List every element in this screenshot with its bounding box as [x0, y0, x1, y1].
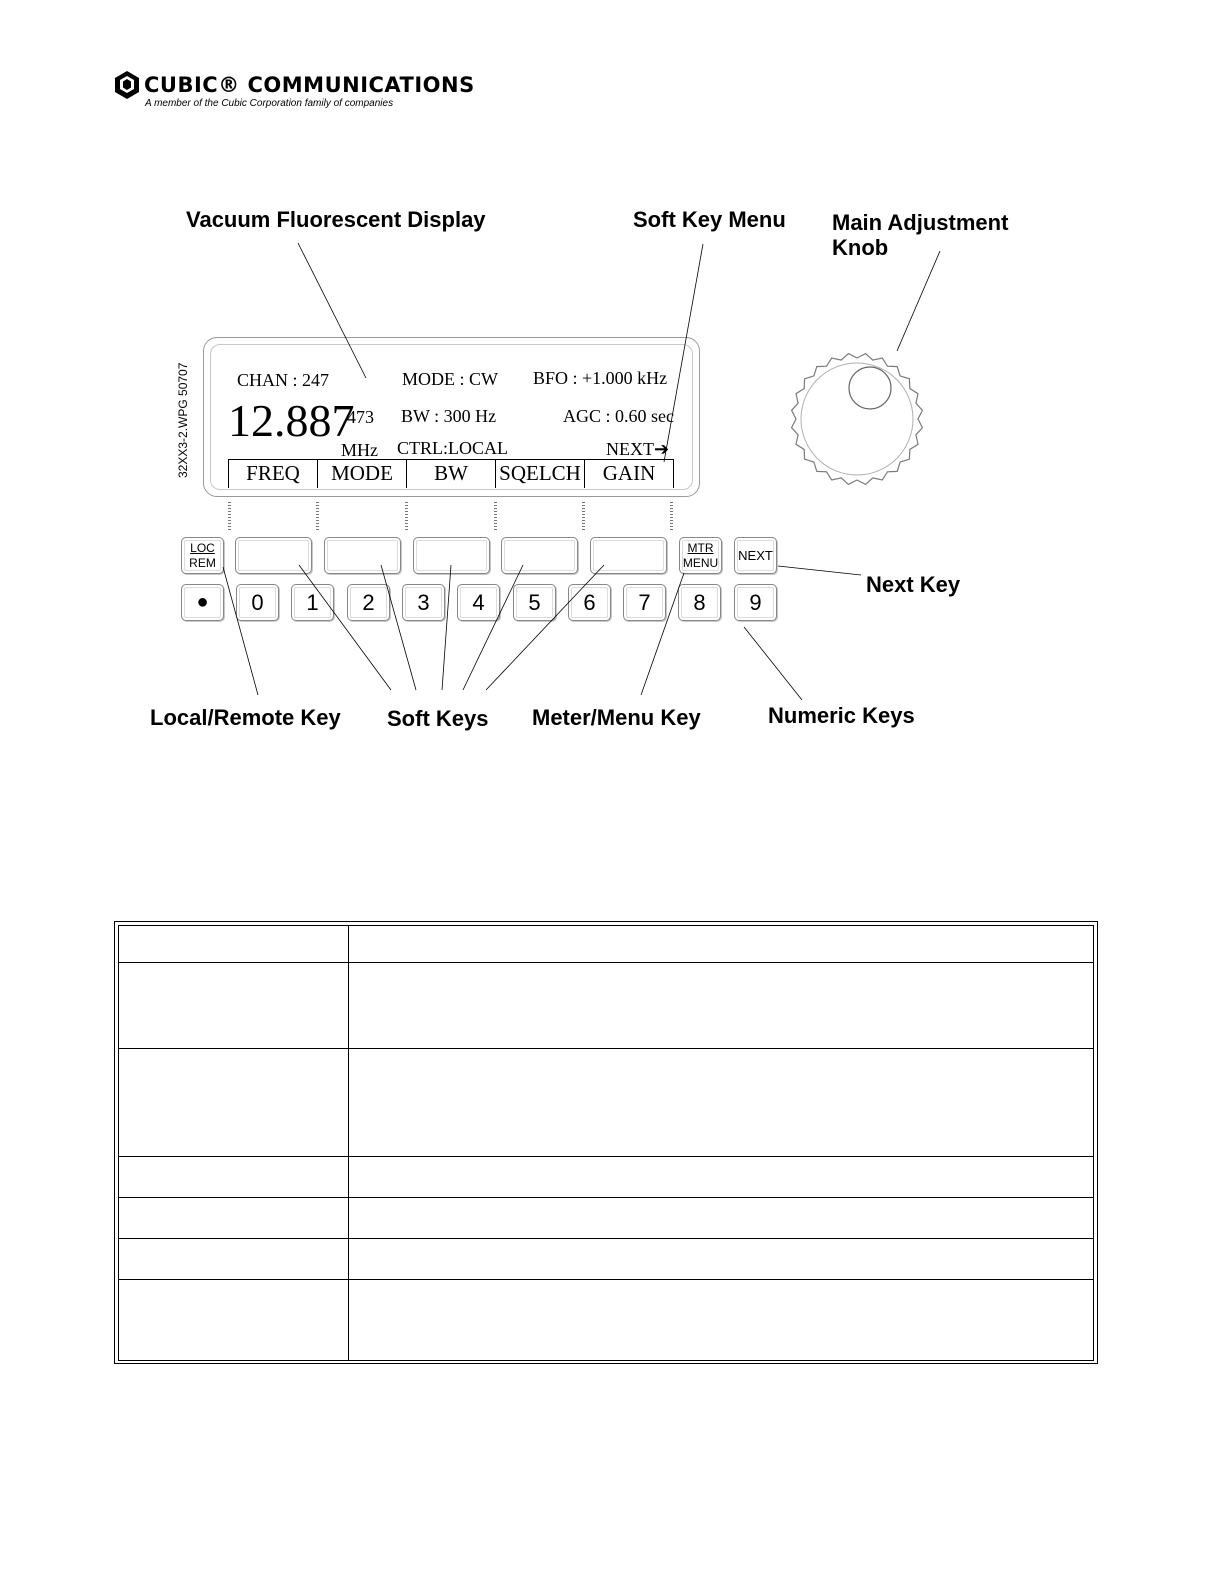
callout-main-knob: Main Adjustment Knob [832, 210, 1009, 260]
numeric-key-8[interactable]: 8 [678, 584, 721, 621]
table-cell [119, 1198, 349, 1239]
table-row [119, 926, 1094, 963]
callout-numeric-keys: Numeric Keys [768, 703, 915, 728]
numeric-key-4[interactable]: 4 [457, 584, 500, 621]
table-cell [349, 1198, 1094, 1239]
local-remote-key[interactable]: LOC REM [181, 537, 224, 574]
display-control: CTRL:LOCAL [397, 438, 508, 458]
numeric-key-2[interactable]: 2 [347, 584, 390, 621]
display-channel: CHAN : 247 [237, 370, 330, 390]
table-cell [349, 1157, 1094, 1198]
display-frequency: 12.887 [228, 395, 355, 446]
soft-menu-freq: FREQ [229, 460, 318, 488]
description-table [118, 925, 1094, 1361]
table-row [119, 963, 1094, 1049]
display-bfo: BFO : +1.000 kHz [533, 368, 668, 388]
table-row [119, 1198, 1094, 1239]
numeric-key-5[interactable]: 5 [513, 584, 556, 621]
table-cell [349, 926, 1094, 963]
display-agc: AGC : 0.60 sec [563, 406, 674, 426]
callout-vfd: Vacuum Fluorescent Display [186, 207, 486, 232]
numeric-key-0[interactable]: 0 [236, 584, 279, 621]
next-key[interactable]: NEXT [734, 537, 777, 574]
display-unit: MHz [341, 440, 378, 460]
company-name: CUBIC® COMMUNICATIONS [144, 73, 475, 97]
display-bandwidth: BW : 300 Hz [401, 406, 497, 426]
soft-menu-gain: GAIN [602, 461, 656, 485]
display-mode: MODE : CW [402, 369, 498, 389]
table-row [119, 1239, 1094, 1280]
table-cell [119, 1280, 349, 1361]
table-cell [119, 926, 349, 963]
company-tagline: A member of the Cubic Corporation family of companies [145, 98, 394, 109]
numeric-key-6[interactable]: 6 [568, 584, 611, 621]
dot-key[interactable]: ● [181, 584, 224, 621]
soft-menu-mode: MODE [318, 460, 407, 488]
table-row [119, 1049, 1094, 1157]
table-cell [349, 1049, 1094, 1157]
figure-code: 32XX3-2.WPG 50707 [176, 362, 190, 478]
soft-menu-bw: BW [407, 460, 496, 488]
table-cell [119, 1157, 349, 1198]
callout-soft-keys: Soft Keys [387, 706, 489, 731]
table-cell [349, 963, 1094, 1049]
display-next: NEXT➔ [606, 439, 670, 459]
table-cell [119, 963, 349, 1049]
table-row [119, 1280, 1094, 1361]
numeric-key-7[interactable]: 7 [623, 584, 666, 621]
numeric-key-1[interactable]: 1 [291, 584, 334, 621]
callout-meter-menu: Meter/Menu Key [532, 705, 701, 730]
soft-menu-squelch: SQELCH [496, 460, 585, 488]
callout-soft-key-menu: Soft Key Menu [633, 207, 786, 232]
table-cell [349, 1280, 1094, 1361]
display-frequency-sub: 473 [347, 407, 374, 427]
table-row [119, 1157, 1094, 1198]
numeric-key-3[interactable]: 3 [402, 584, 445, 621]
numeric-key-9[interactable]: 9 [734, 584, 777, 621]
callout-next-key: Next Key [866, 572, 961, 597]
callout-local-remote: Local/Remote Key [150, 705, 341, 730]
table-cell [119, 1049, 349, 1157]
table-cell [119, 1239, 349, 1280]
meter-menu-key[interactable]: MTR MENU [679, 537, 722, 574]
table-cell [349, 1239, 1094, 1280]
